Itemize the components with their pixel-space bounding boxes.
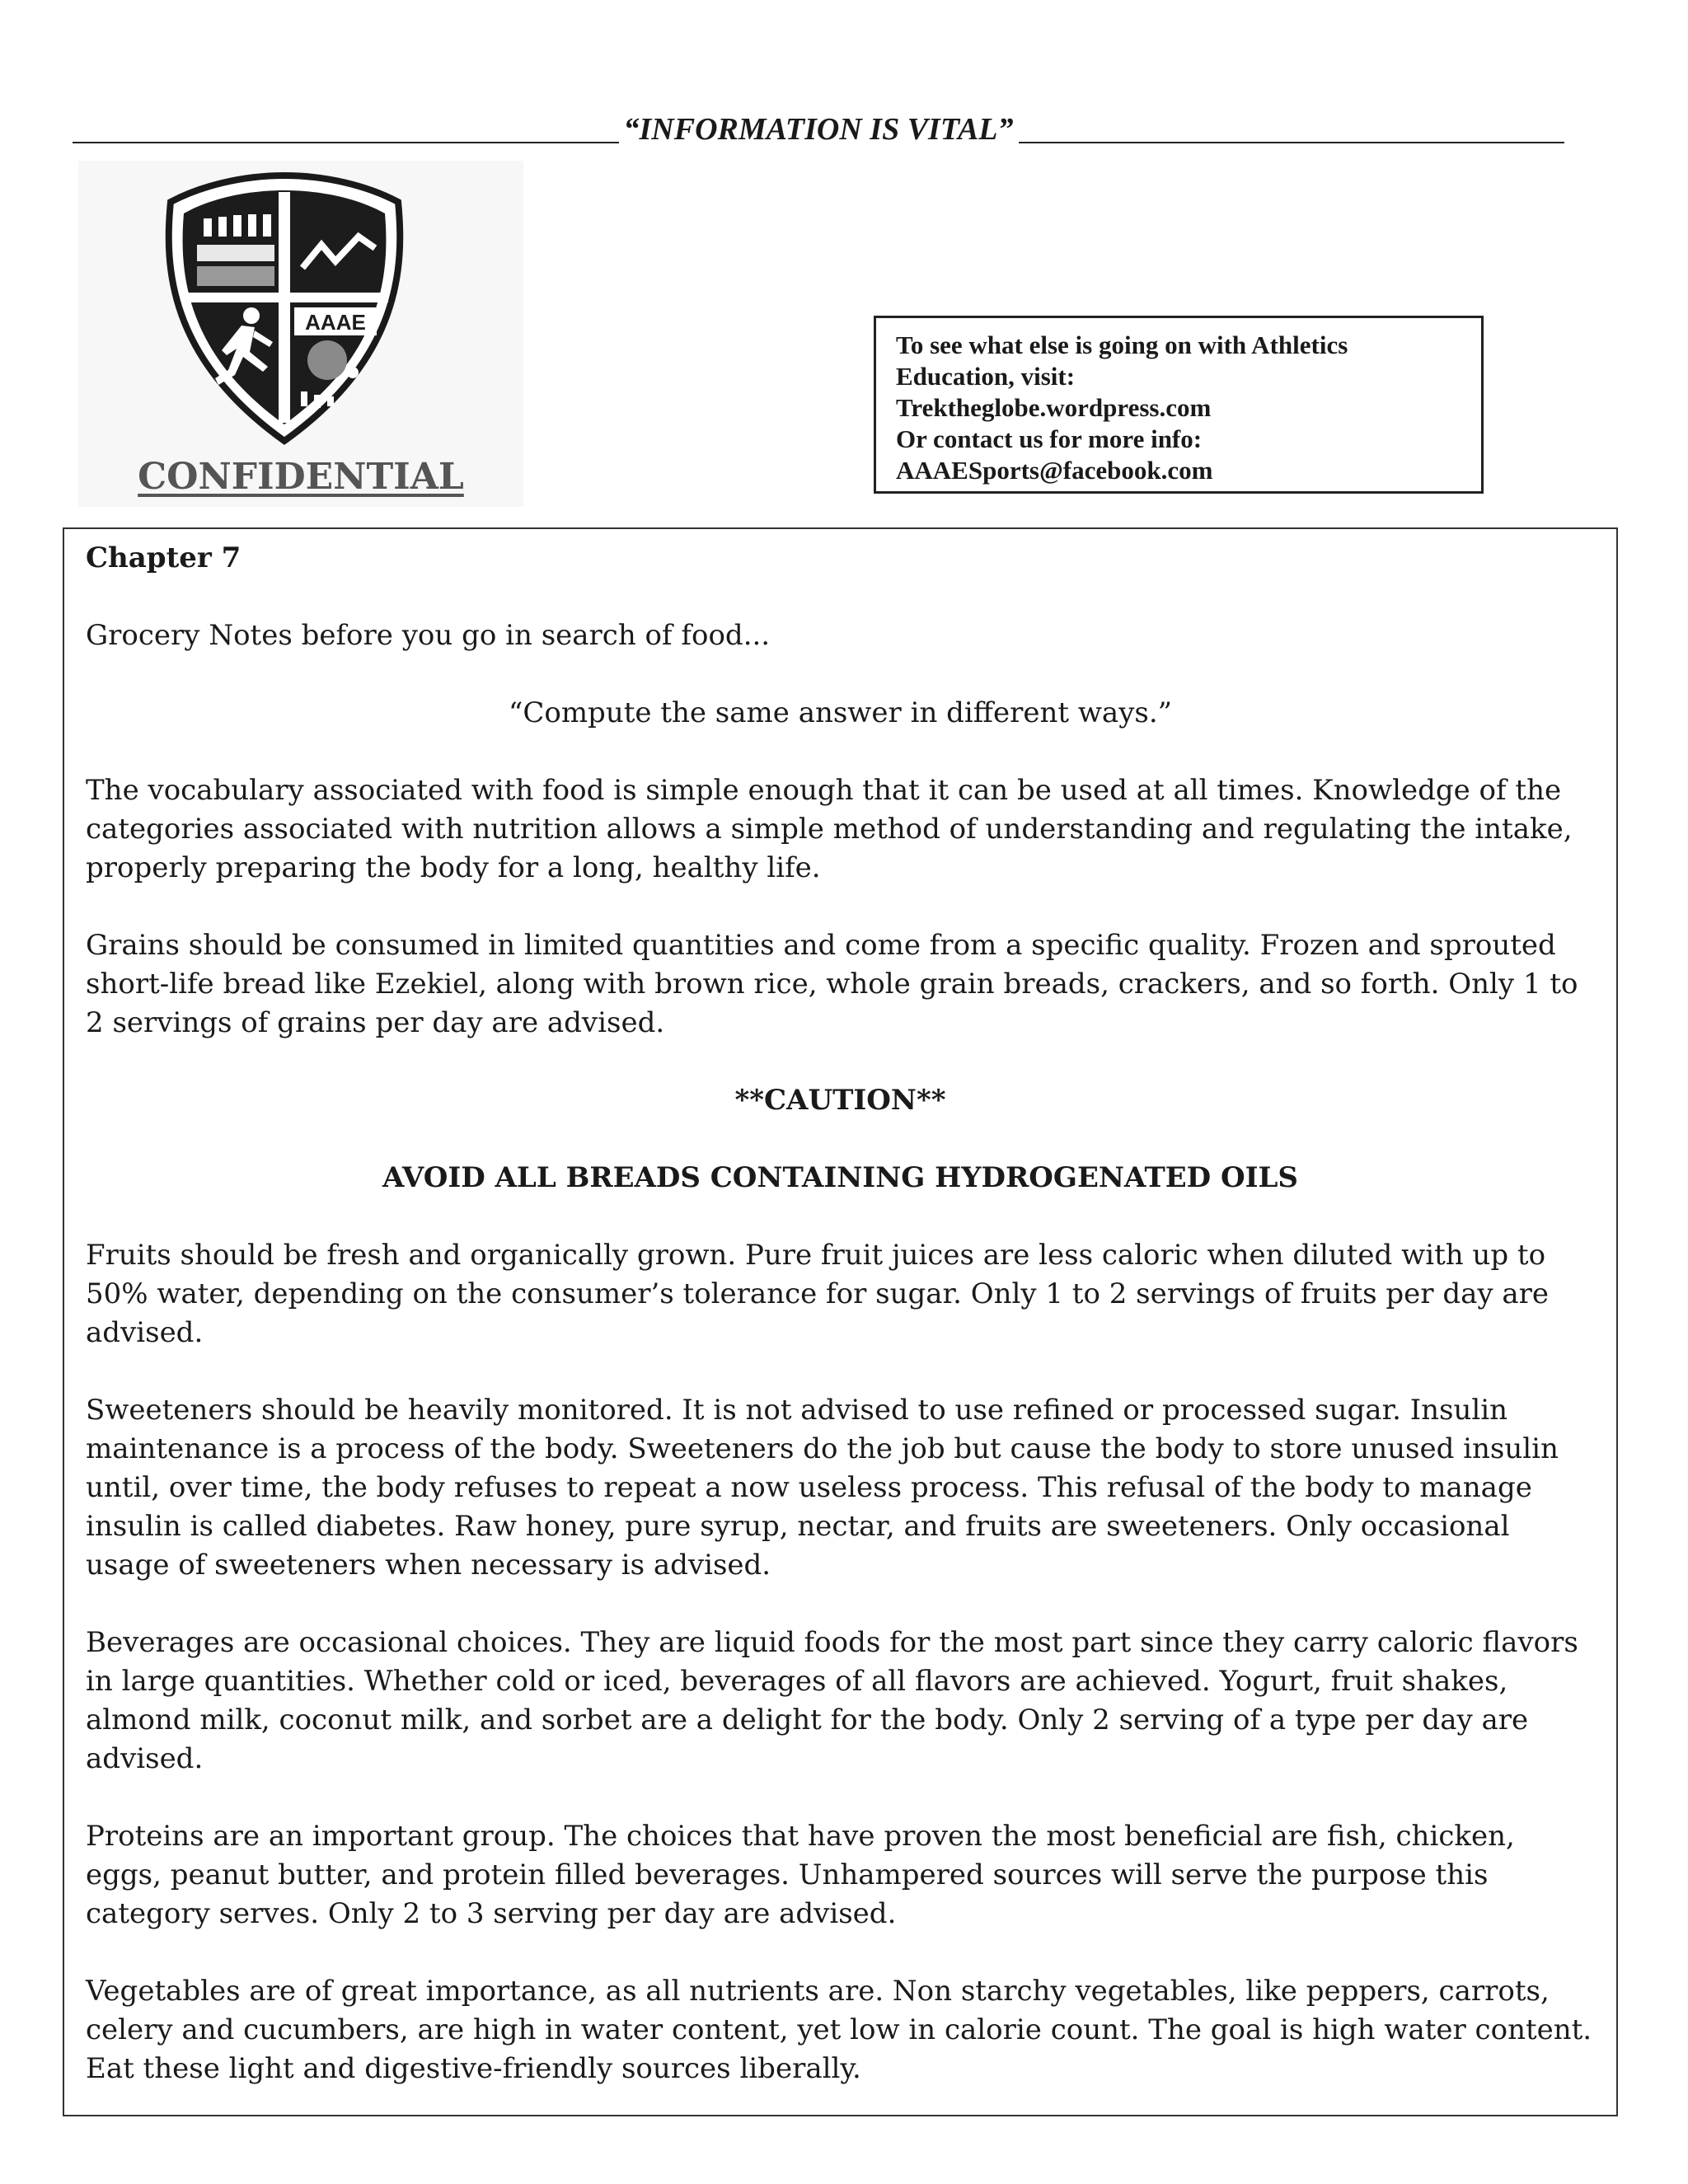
logo-emblem-text: AAAE [305,310,366,335]
info-box [874,316,1484,494]
paragraph-grains: Grains should be consumed in limited quantities and come from a specific quality. Frozen and sprouted short-life bread like Ezekiel, along with brown rice, whole grain breads, crackers, and so forth. Only 1 to 2 servings of grains per day are advised. [86,929,1578,1039]
intro-line: Grocery Notes before you go in search of food... [86,619,771,652]
paragraph-proteins: Proteins are an important group. The choices that have proven the most beneficial are fish, chicken, eggs, peanut butter, and protein filled beverages. Unhampered sources will serve the purpose this category serves. Only 2 to 3 serving per day are advised. [86,1820,1515,1930]
info-line: Trektheglobe.wordpress.com [896,393,1212,422]
info-line: To see what else is going on with Athletics [896,330,1348,359]
confidential-label: CONFIDENTIAL [138,456,464,498]
chapter-title: Chapter 7 [86,541,241,574]
header-line-right [1019,142,1565,143]
chapter-content-box [63,527,1618,2116]
paragraph-beverages: Beverages are occasional choices. They are liquid foods for the most part since they carry caloric flavors in large quantities. Whether cold or iced, beverages of all flavors are achieved. Yogurt, fruit shakes, almond milk, coconut milk, and sorbet are a delight for the body. Only 2 serving of a type per day are advised. [86,1626,1578,1775]
caution-heading: **CAUTION** [734,1084,946,1117]
logo-area [78,161,523,507]
header-tagline: “INFORMATION IS VITAL” [623,112,1014,147]
info-line: AAAESports@facebook.com [896,456,1213,485]
paragraph-vegetables: Vegetables are of great importance, as all nutrients are. Non starchy vegetables, like peppers, carrots, celery and cucumbers, are high in water content, yet low in calorie count. The goal is high water content. Eat these light and digestive-friendly sources liberally. [86,1975,1592,2085]
paragraph-fruits: Fruits should be fresh and organically grown. Pure fruit juices are less caloric when diluted with up to 50% water, depending on the consumer’s tolerance for sugar. Only 1 to 2 servings of fruits per day are advised. [86,1239,1550,1349]
caution-text: AVOID ALL BREADS CONTAINING HYDROGENATED OILS [382,1161,1298,1194]
paragraph-sweeteners: Sweeteners should be heavily monitored. It is not advised to use refined or processed sugar. Insulin maintenance is a process of the body. Sweeteners do the job but cause the body to store unused insulin until, over time, the body refuses to repeat a now useless process. This refusal of the body to manage insulin is called diabetes. Raw honey, pure syrup, nectar, and fruits are sweeteners. Only occasional usage of sweeteners when necessary is advised. [86,1394,1559,1582]
header-rule [73,99,1564,145]
aaae-shield-logo [152,169,416,449]
header-line-left [73,142,619,143]
paragraph-vocabulary: The vocabulary associated with food is simple enough that it can be used at all times. Knowledge of the categories associated with nutrition allows a simple method of understanding and regulating the intake, properly preparing the body for a long, healthy life. [86,774,1573,884]
info-line: Education, visit: [896,362,1076,391]
info-line: Or contact us for more info: [896,424,1203,453]
quote: “Compute the same answer in different ways.” [508,696,1173,729]
